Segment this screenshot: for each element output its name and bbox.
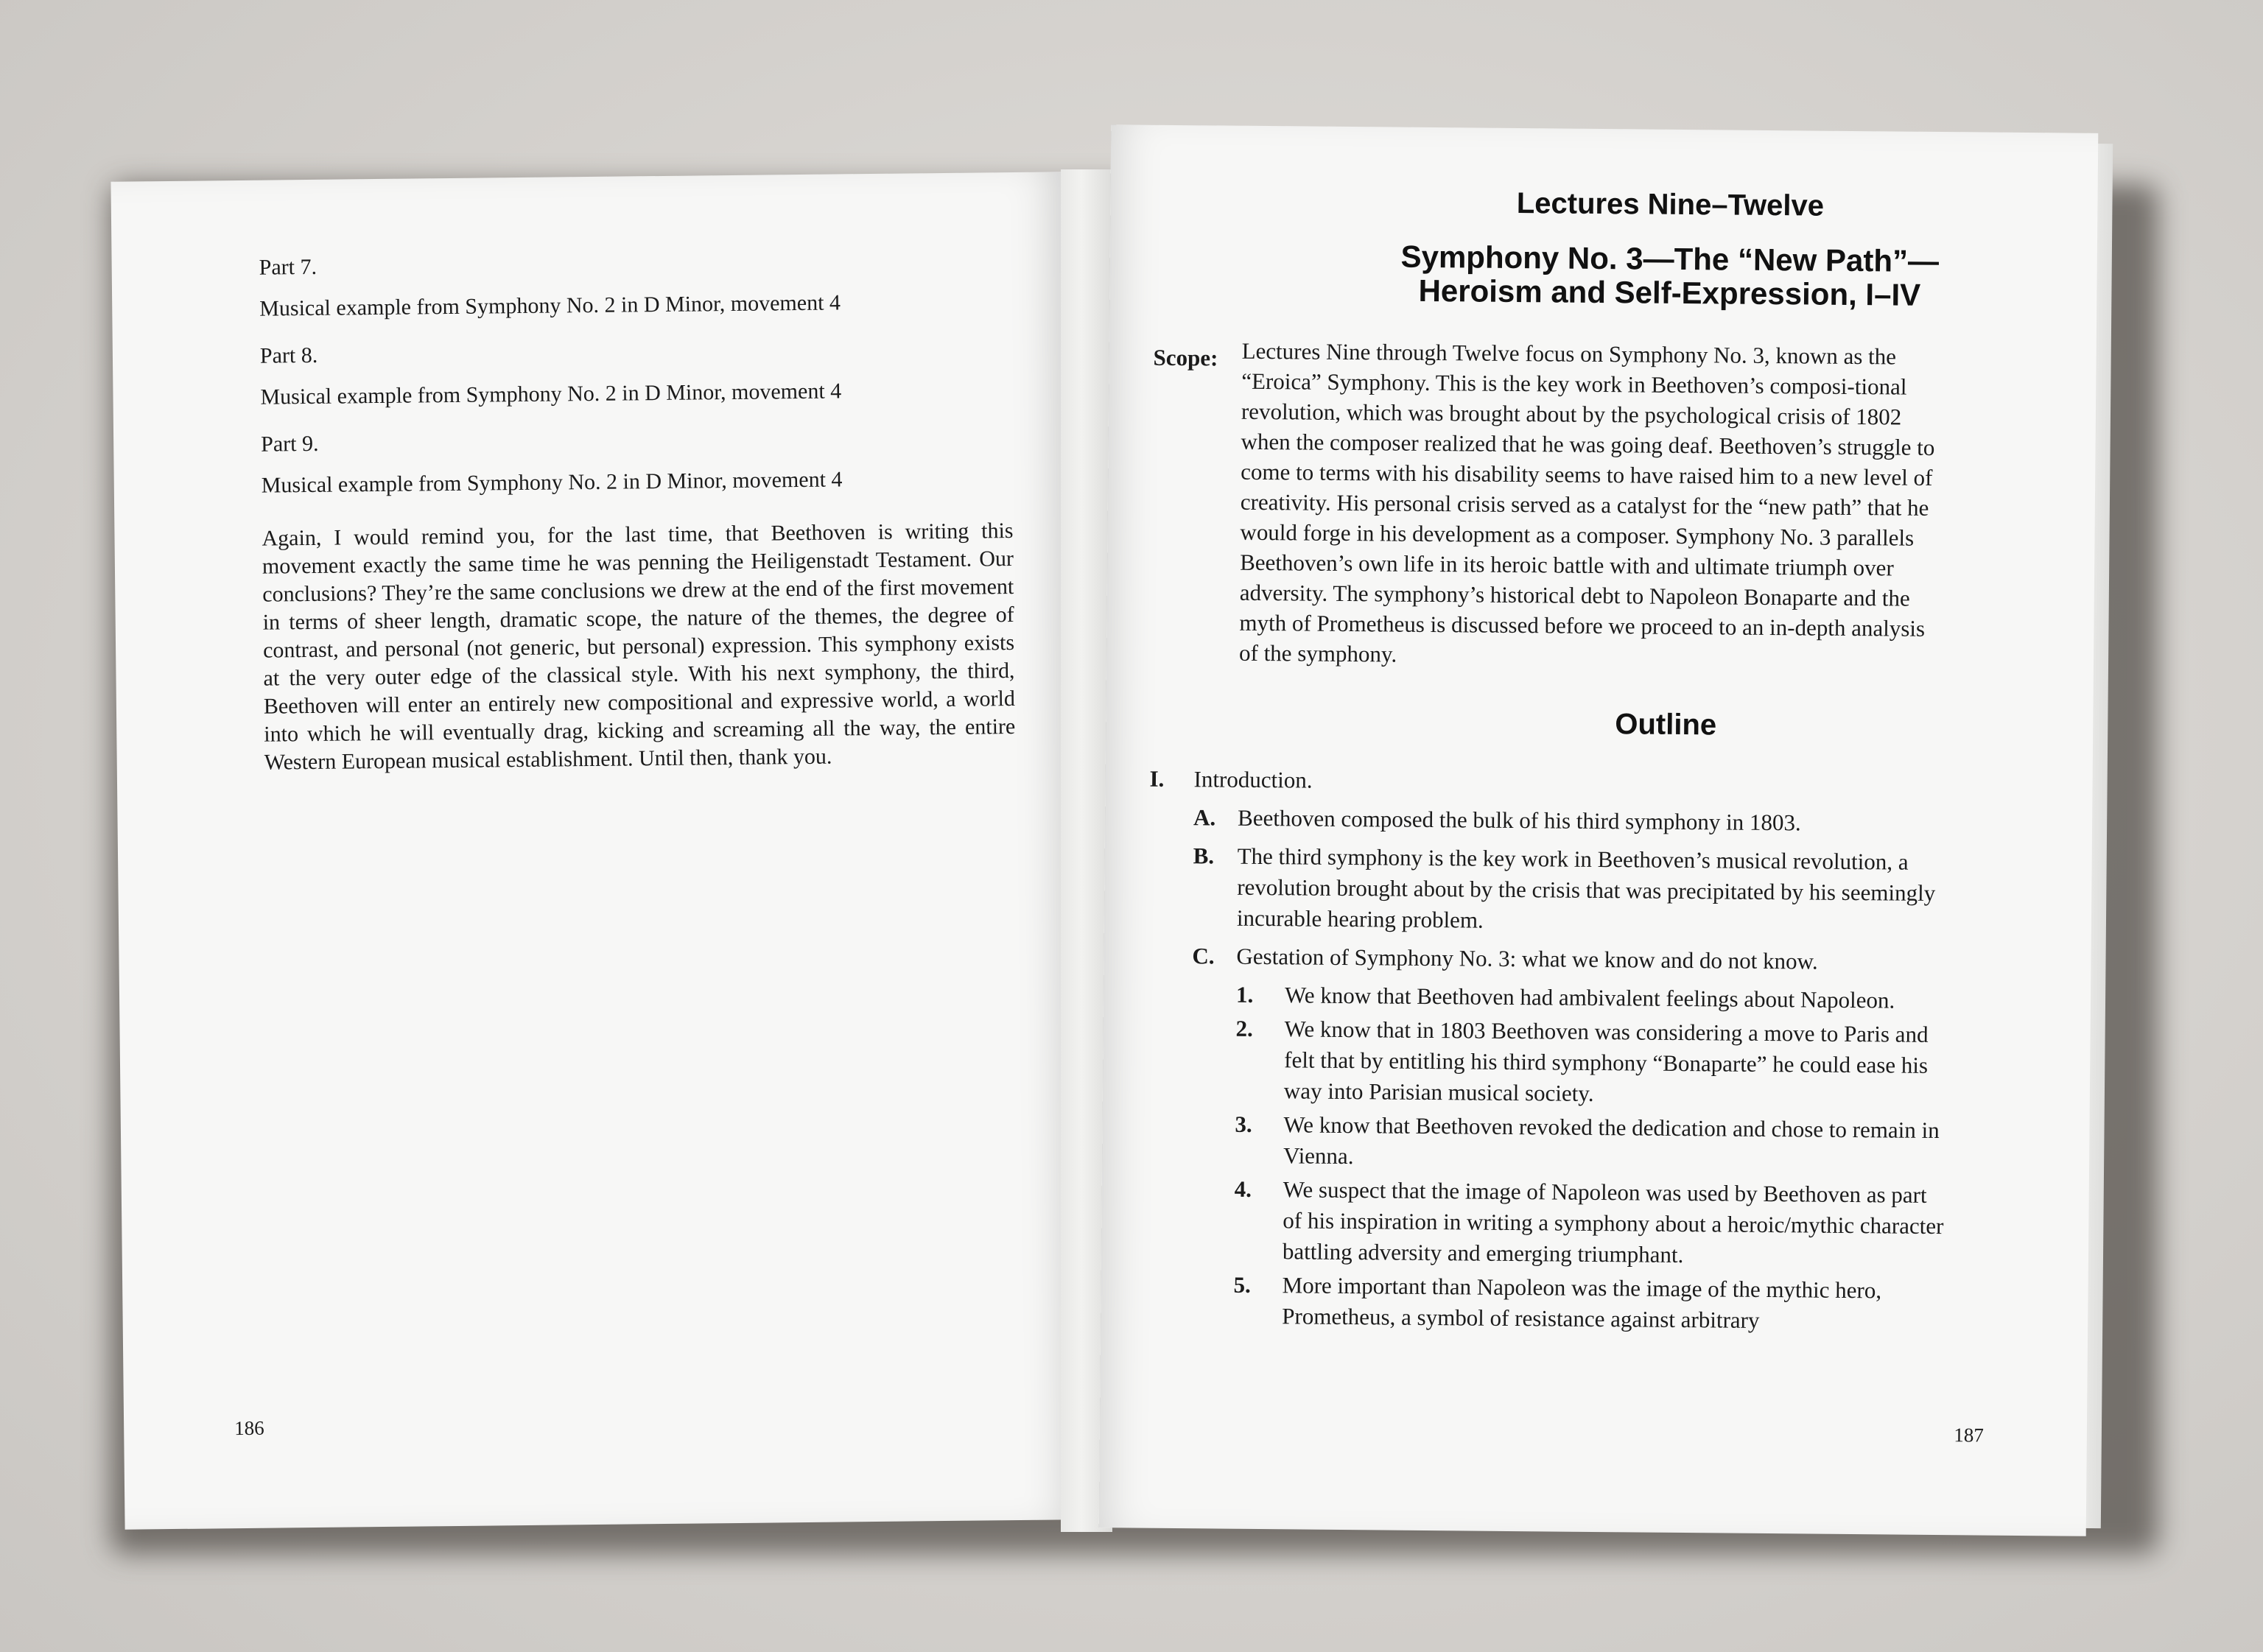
outline-item: [1148, 840, 2018, 941]
lectures-heading: Lectures Nine–Twelve: [1516, 186, 1825, 222]
outline-text: We suspect that the image of Napoleon was used by Beethoven as part of his inspiration in writing a symphony about a heroic/mythic character battling adversity and emerging triumphant.: [1282, 1176, 1944, 1268]
outline-list: [1145, 764, 2019, 1338]
outline-item: [1149, 764, 2018, 802]
lecture-title-line-2: Heroism and Self-Expression, I–IV: [1418, 273, 1921, 312]
outline-text: Beethoven composed the bulk of his third symphony in 1803.: [1237, 804, 1801, 836]
outline-marker: I.: [1149, 765, 1165, 792]
part-label: Part 7.: [259, 254, 317, 280]
musical-example-label: Musical example from Symphony No. 2 in D Minor, movement 4: [259, 290, 841, 321]
outline-marker: C.: [1192, 943, 1215, 969]
outline-text: Introduction.: [1193, 766, 1313, 793]
outline-subitem: [1148, 979, 2017, 1017]
outline-text: We know that Beethoven had ambivalent feelings about Napoleon.: [1284, 982, 1895, 1013]
outline-subitem: [1145, 1173, 2015, 1273]
left-page-content: [259, 246, 1016, 799]
outline-marker: 4.: [1234, 1175, 1252, 1202]
outline-text: We know that in 1803 Beethoven was considering a move to Paris and felt that by entitling his third symphony “Bonaparte” he could ease his way into Parisian musical society.: [1283, 1016, 1929, 1106]
musical-example-label: Musical example from Symphony No. 2 in D Minor, movement 4: [261, 467, 843, 498]
outline-text: More important than Napoleon was the image of the mythic hero, Prometheus, a symbol of resistance against arbitrary: [1282, 1272, 1882, 1333]
outline-item: [1149, 802, 2018, 840]
outline-text: The third symphony is the key work in Beethoven’s musical revolution, a revolution brought about by the crisis that was precipitated by his seemingly incurable hearing problem.: [1236, 843, 1936, 933]
left-page: [110, 172, 1075, 1529]
outline-marker: 1.: [1235, 981, 1254, 1008]
outline-marker: 3.: [1235, 1111, 1252, 1137]
scope-label: Scope:: [1153, 344, 1218, 371]
musical-example-label: Musical example from Symphony No. 2 in D Minor, movement 4: [260, 379, 842, 410]
scope-block: [1151, 335, 2023, 675]
outline-text: We know that Beethoven revoked the dedication and chose to remain in Vienna.: [1283, 1111, 1940, 1170]
outline-marker: B.: [1193, 843, 1215, 869]
outline-text: Gestation of Symphony No. 3: what we know and do not know.: [1236, 943, 1818, 974]
page-number-left: 186: [234, 1416, 264, 1440]
outline-subitem: [1147, 1013, 2017, 1113]
lecture-title-line-1: Symphony No. 3—The “New Path”—: [1400, 239, 1940, 279]
outline-marker: 5.: [1233, 1271, 1252, 1298]
outline-marker: 2.: [1235, 1015, 1254, 1041]
scope-text: Lectures Nine through Twelve focus on Symphony No. 3, known as the “Eroica” Symphony. This is the key work in Beethoven’s composi-tional revolution, which was brought about by the psychological crisis of 1802 when the composer realized that he was going deaf. Beethoven’s struggle to come to terms with his disability seems to have raised him to a new level of creativity. His personal crisis served as a catalyst for the “new path” that he would forge in his development as a composer. Symphony No. 3 parallels Beethoven’s own life in its heroic battle with and ultimate triumph over adversity. The symphony’s historical debt to Napoleon Bonaparte and the myth of Prometheus is discussed before we proceed to an in-depth analysis of the symphony.: [1238, 337, 1935, 667]
page-number-right: 187: [1954, 1424, 1984, 1447]
closing-paragraph: Again, I would remind you, for the last time, that Beethoven is writing this movement exactly the same time he was penning the Heiligenstadt Testament. Our conclusions? They’re the same conclusions we drew at the end of the first movement in terms of sheer length, dramatic scope, the nature of the themes, the degree of contrast, and personal (not generic, but personal) expression. This symphony exists at the very outer edge of the classical style. With his next symphony, the third, Beethoven will enter an entirely new compositional and expressive world, a world into which he will eventually drag, kicking and screaming all the way, the entire Western European musical establishment. Until then, thank you.: [262, 519, 1016, 775]
lecture-title: [1316, 239, 2024, 313]
part-label: Part 9.: [261, 431, 319, 457]
outline-subitem: [1146, 1108, 2016, 1178]
right-page: [1099, 124, 2099, 1536]
outline-item: [1148, 941, 2017, 979]
part-label: Part 8.: [259, 342, 318, 368]
outline-subitem: [1145, 1269, 2015, 1338]
outline-heading: Outline: [1615, 708, 1717, 742]
outline-marker: A.: [1193, 804, 1216, 831]
right-page-content: [1145, 184, 2024, 1341]
